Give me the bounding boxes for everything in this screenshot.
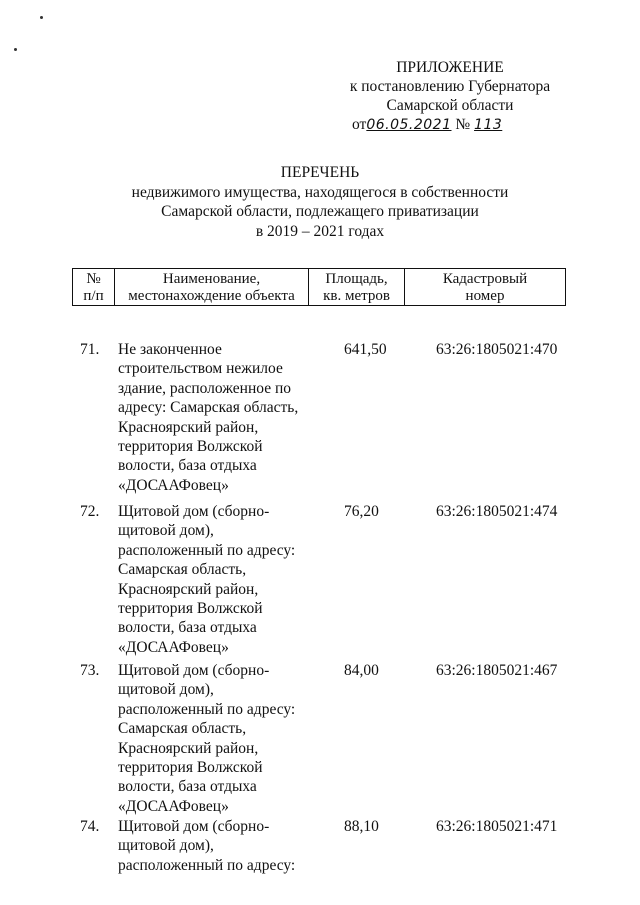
description-line: «ДОСААФовец» <box>118 797 229 815</box>
description-line: строительством нежилое <box>118 360 283 378</box>
description-line: Красноярский район, <box>118 580 259 598</box>
heading-line-1: недвижимого имущества, находящегося в собственности <box>131 183 509 201</box>
description-line: щитовой дом), <box>118 681 214 699</box>
description-line: «ДОСААФовец» <box>118 638 229 656</box>
description-line: Не законченное <box>118 341 222 358</box>
description-line: Самарская область, <box>118 720 247 738</box>
description-line: Щитовой дом (сборно- <box>118 818 270 835</box>
row-number: 71. <box>80 341 100 358</box>
row-number: 74. <box>80 818 100 835</box>
row-area: 84,00 <box>344 662 379 679</box>
document-heading <box>80 163 560 241</box>
row-number: 72. <box>80 503 100 520</box>
description-line: волости, база отдыха <box>118 778 257 796</box>
header-cadastral-line-1: Кадастровый <box>442 271 528 287</box>
description-line: «ДОСААФовец» <box>118 476 229 494</box>
row-cadastral-number: 63:26:1805021:467 <box>436 662 558 679</box>
description-line: территория Волжской <box>118 438 263 456</box>
appendix-block <box>330 58 570 135</box>
row-cadastral-number: 63:26:1805021:471 <box>436 818 558 835</box>
header-name <box>115 269 309 306</box>
description-line: Красноярский район, <box>118 739 259 757</box>
header-area-line-1: Площадь, <box>325 271 388 287</box>
description-line: щитовой дом), <box>118 522 214 540</box>
appendix-date-line <box>330 115 570 135</box>
table-header <box>72 268 566 306</box>
heading-line-2: Самарской области, подлежащего приватизации <box>161 203 479 220</box>
header-area-line-2: кв. метров <box>323 288 390 304</box>
row-description <box>118 817 318 875</box>
row-description <box>118 502 318 657</box>
row-area: 641,50 <box>344 341 387 358</box>
row-description <box>118 661 318 816</box>
description-line: территория Волжской <box>118 759 263 777</box>
row-number: 73. <box>80 662 100 679</box>
description-line: Красноярский район, <box>118 418 259 436</box>
row-cadastral-number: 63:26:1805021:474 <box>436 503 558 520</box>
header-cadastral-line-2: номер <box>465 288 505 304</box>
description-line: Щитовой дом (сборно- <box>118 503 270 520</box>
description-line: территория Волжской <box>118 600 263 618</box>
description-line: расположенный по адресу: <box>118 700 296 718</box>
description-line: расположенный по адресу: <box>118 541 296 559</box>
description-line: адресу: Самарская область, <box>118 399 299 417</box>
heading-title: ПЕРЕЧЕНЬ <box>280 164 360 181</box>
description-line: щитовой дом), <box>118 837 214 855</box>
description-line: расположенный по адресу: <box>118 856 296 874</box>
appendix-line-2: Самарской области <box>386 97 514 114</box>
header-name-line-2: местонахождение объекта <box>128 288 295 304</box>
description-line: Щитовой дом (сборно- <box>118 662 270 679</box>
handwritten-number: 113 <box>474 117 503 133</box>
description-line: волости, база отдыха <box>118 457 257 475</box>
description-line: Самарская область, <box>118 561 247 579</box>
heading-line-3: в 2019 – 2021 годах <box>255 222 385 240</box>
header-num <box>73 269 115 306</box>
row-description <box>118 340 318 495</box>
date-prefix: от <box>352 116 367 133</box>
scan-speck <box>14 48 17 51</box>
header-cadastral <box>405 269 566 306</box>
description-line: волости, база отдыха <box>118 619 257 637</box>
scan-speck <box>40 16 43 19</box>
header-num-line-1: № <box>86 271 101 287</box>
appendix-title: ПРИЛОЖЕНИЕ <box>396 59 504 76</box>
description-line: здание, расположенное по <box>118 379 291 397</box>
appendix-line-1: к постановлению Губернатора <box>349 78 551 95</box>
header-name-line-1: Наименование, <box>162 271 261 287</box>
row-area: 76,20 <box>344 503 379 520</box>
header-num-line-2: п/п <box>83 288 104 304</box>
handwritten-date: 06.05.2021 <box>366 117 452 133</box>
number-sign: № <box>455 116 471 133</box>
row-cadastral-number: 63:26:1805021:470 <box>436 341 558 358</box>
row-area: 88,10 <box>344 818 379 835</box>
header-area <box>309 269 405 306</box>
